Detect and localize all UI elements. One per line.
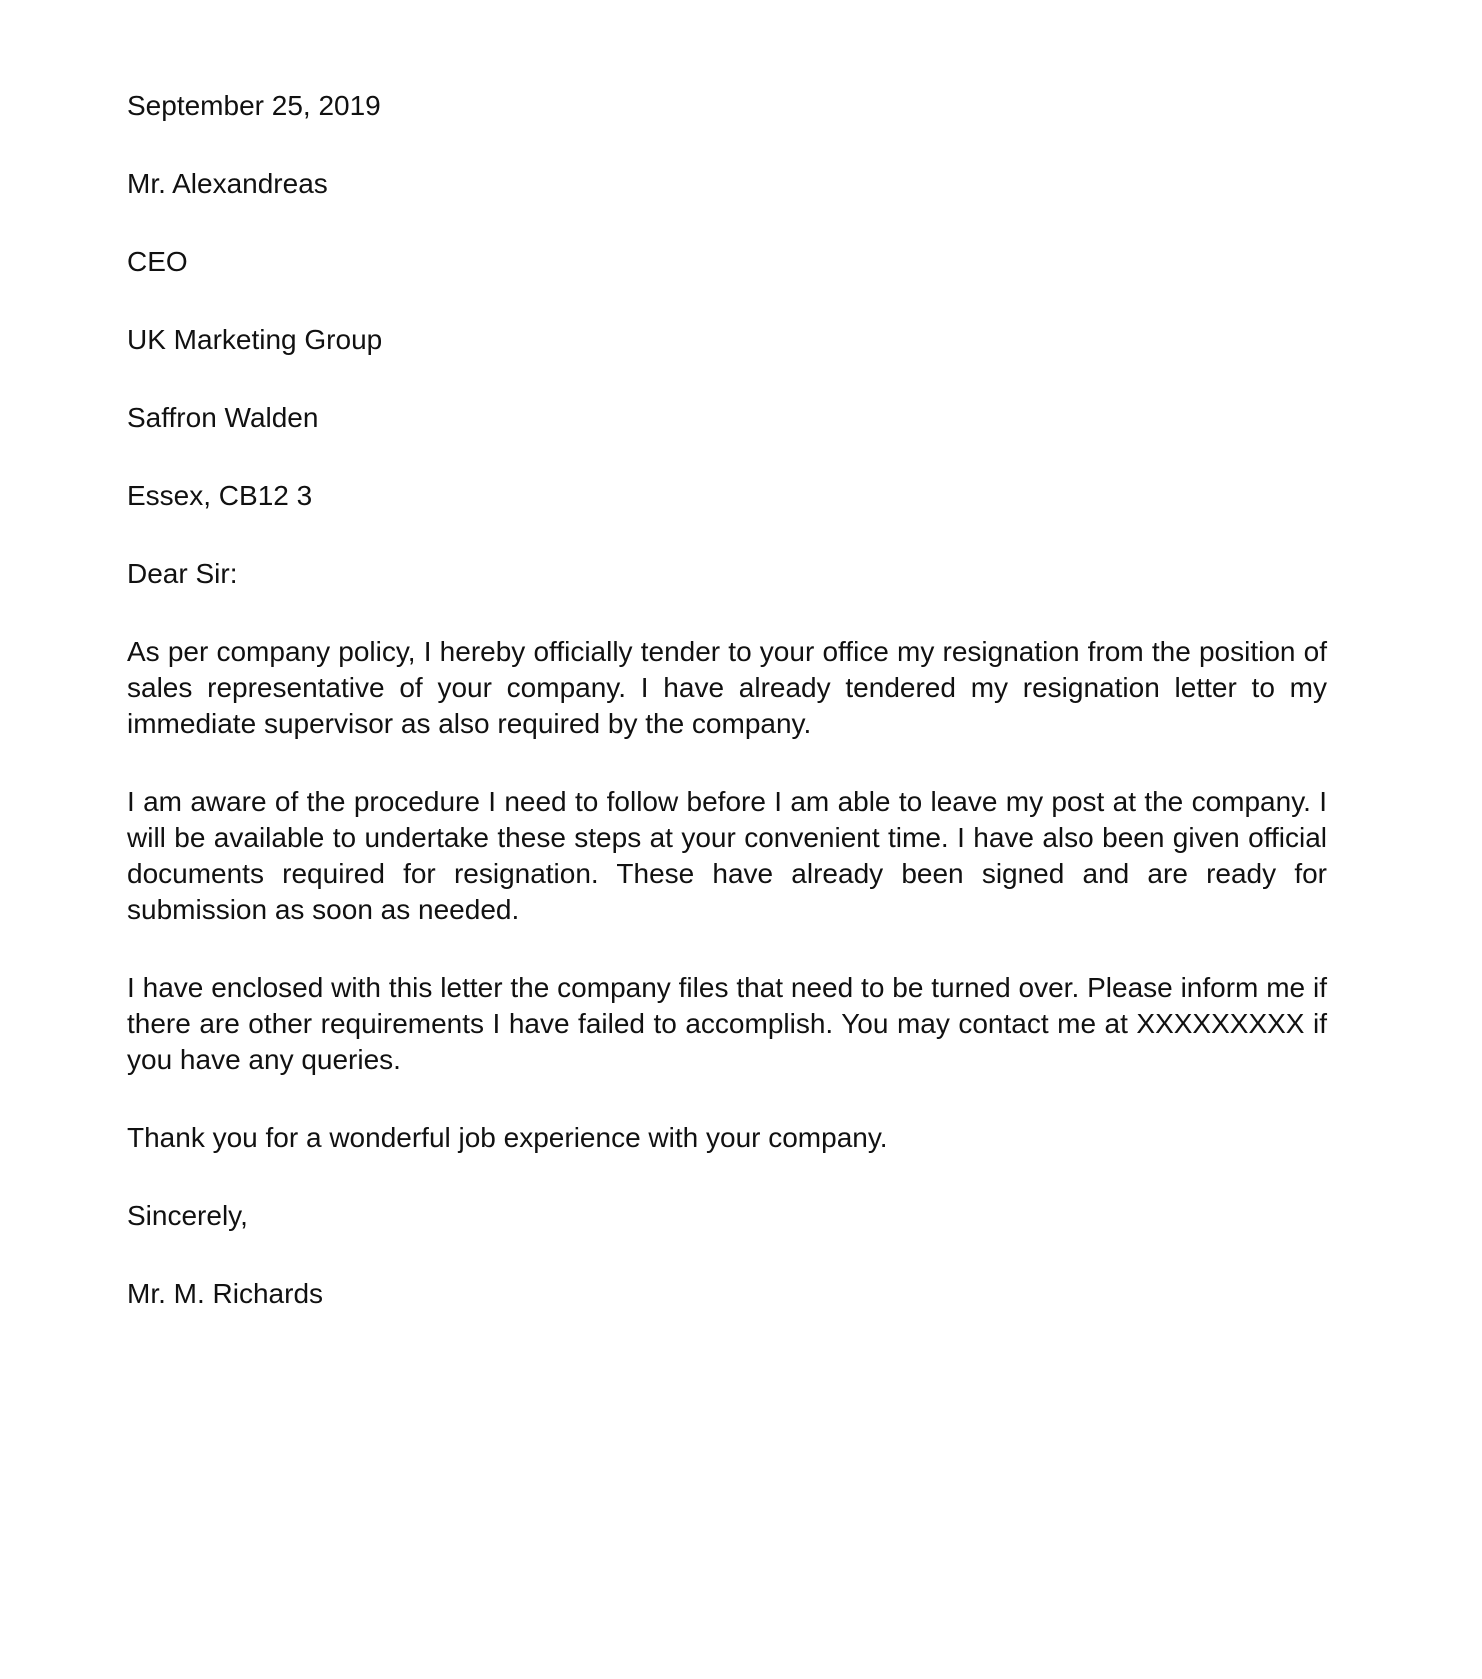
salutation: Dear Sir: <box>127 558 238 589</box>
body-paragraph-1: As per company policy, I hereby officially tender to your office my resignation from the position of sales representative of your company. I have already tendered my resignation letter to my immediate supervisor as also required by the company. <box>127 636 1327 739</box>
recipient-address-line2: Essex, CB12 3 <box>127 480 313 511</box>
letter-date: September 25, 2019 <box>127 90 381 121</box>
recipient-title: CEO <box>127 246 188 277</box>
body-paragraph-3: I have enclosed with this letter the company files that need to be turned over. Please inform me if there are other requirements I have failed to accomplish. You may contact me at XXXXXXXXX if you have any queries. <box>127 972 1327 1075</box>
body-paragraph-2: I am aware of the procedure I need to follow before I am able to leave my post at the company. I will be available to undertake these steps at your convenient time. I have also been given official documents required for resignation. These have already been signed and are ready for submission as soon as needed. <box>127 786 1327 925</box>
resignation-letter <box>127 88 1327 1354</box>
recipient-address-line1: Saffron Walden <box>127 402 319 433</box>
closing: Sincerely, <box>127 1200 248 1231</box>
signature: Mr. M. Richards <box>127 1278 324 1309</box>
body-paragraph-4: Thank you for a wonderful job experience with your company. <box>127 1122 888 1153</box>
recipient-name: Mr. Alexandreas <box>127 168 328 199</box>
recipient-company: UK Marketing Group <box>127 324 383 355</box>
